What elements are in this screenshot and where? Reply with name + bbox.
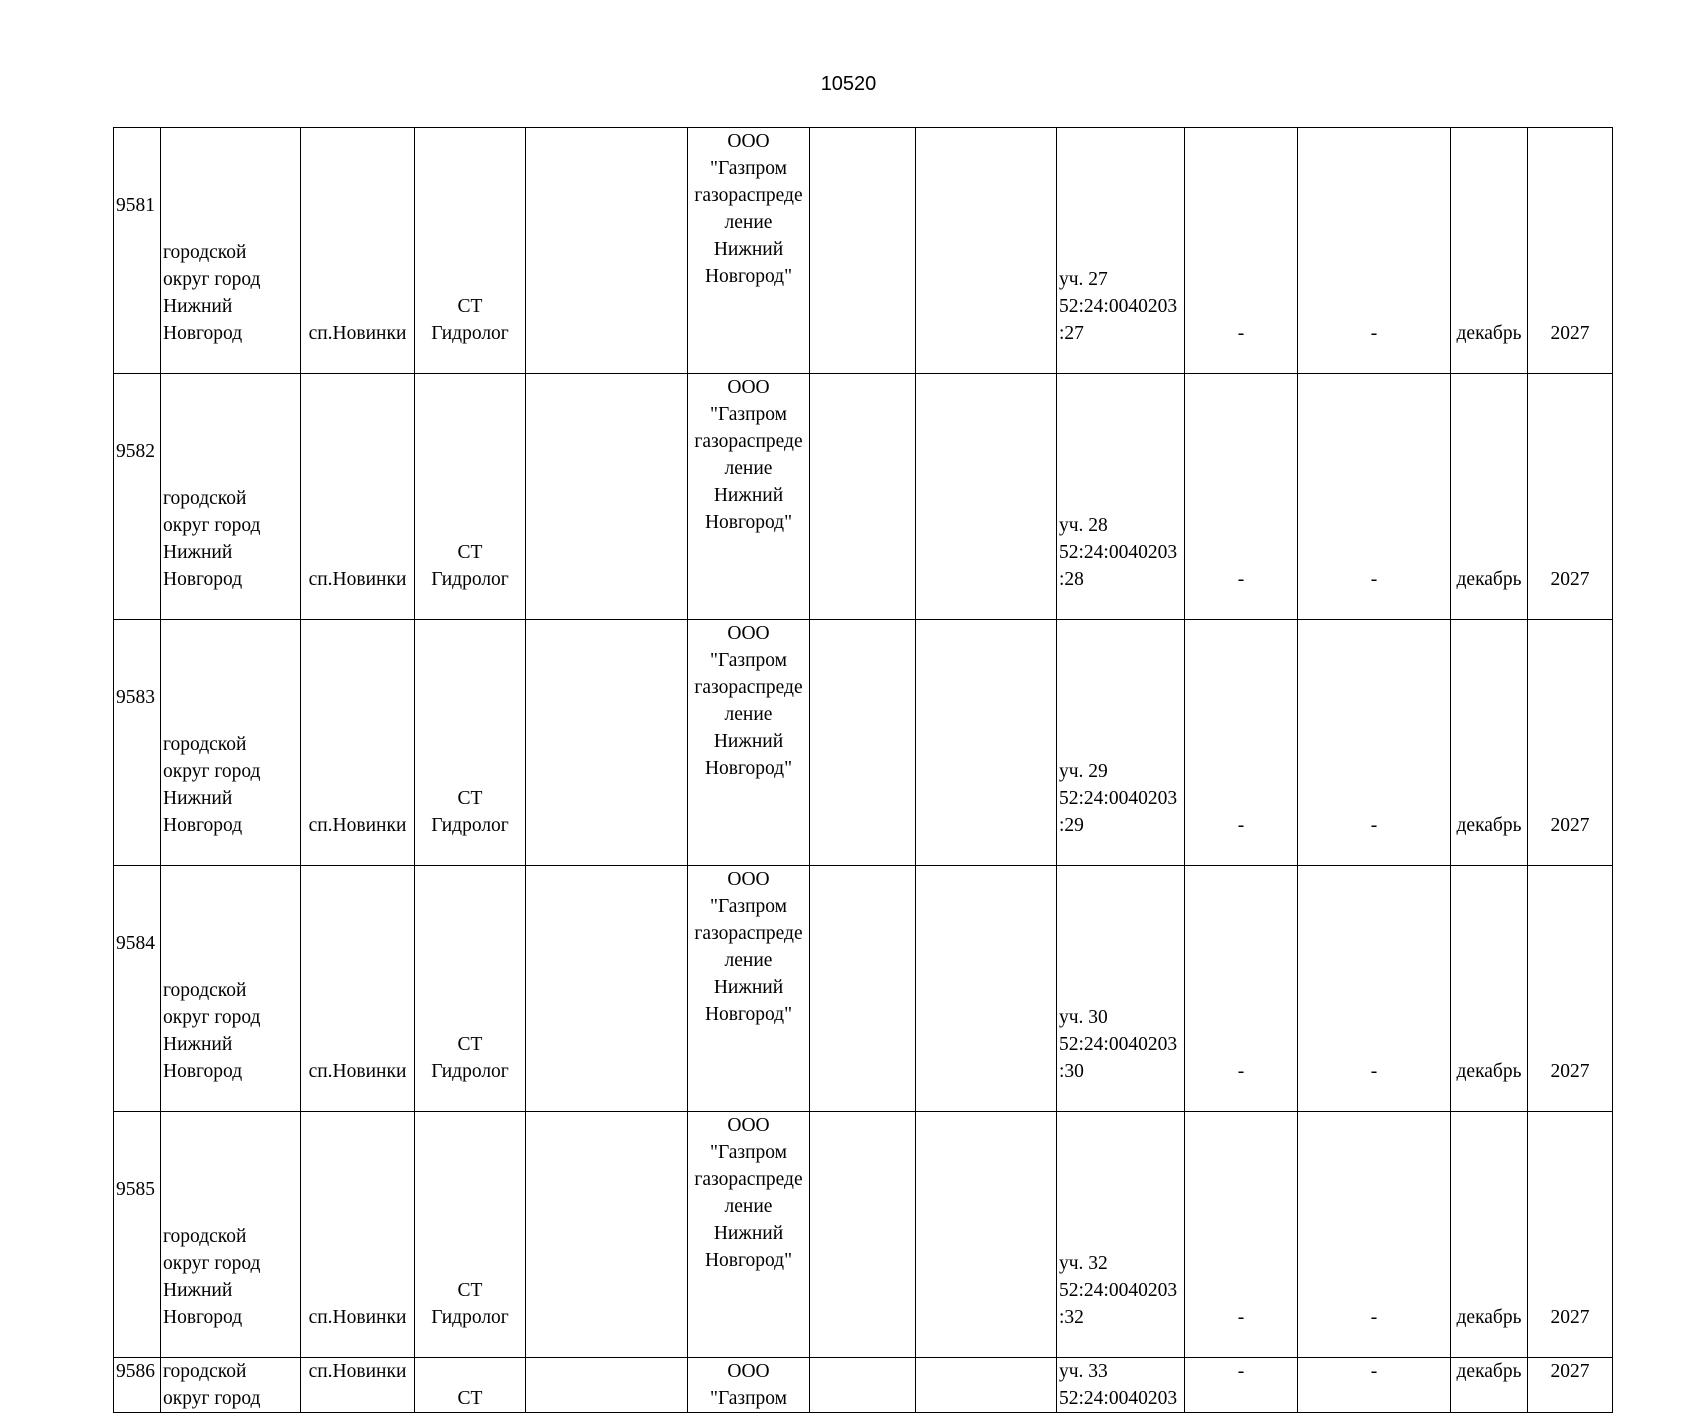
- cell-settlement: сп.Новинки: [301, 374, 415, 620]
- cell-district: [161, 374, 301, 620]
- cell-year: 2027: [1528, 1112, 1613, 1358]
- cell-organization-line: Нижний: [713, 485, 784, 506]
- cell-organization-line: ООО: [727, 623, 770, 644]
- cell-organization-line: Нижний: [713, 977, 784, 998]
- cell-empty: [810, 866, 916, 1112]
- cell-object-line: СТ: [457, 296, 483, 317]
- cell-empty: [916, 620, 1057, 866]
- cell-organization-line: Новгород": [704, 512, 793, 533]
- cell-settlement: сп.Новинки: [301, 128, 415, 374]
- cell-organization-line: Нижний: [713, 1223, 784, 1244]
- cell-organization-line: "Газпром: [709, 1142, 787, 1163]
- cell-empty: [916, 128, 1057, 374]
- cell-district-line: Нижний: [163, 1280, 233, 1301]
- table-row: [114, 1358, 1613, 1413]
- cell-district-line: городской: [163, 242, 247, 263]
- cell-cadastral: [1057, 128, 1185, 374]
- cell-organization: [688, 866, 810, 1112]
- table-row: [114, 866, 1613, 1112]
- cell-number: 9585: [114, 1112, 161, 1358]
- cell-settlement: сп.Новинки: [301, 1358, 415, 1413]
- cell-object-line: Гидролог: [431, 1307, 509, 1328]
- cell-organization-line: "Газпром: [709, 158, 787, 179]
- cell-district-line: Новгород: [163, 569, 243, 590]
- cell-settlement: сп.Новинки: [301, 620, 415, 866]
- cell-object: [415, 620, 526, 866]
- cell-organization-line: газораспреде: [694, 185, 803, 206]
- cell-year: 2027: [1528, 866, 1613, 1112]
- cell-dash: -: [1185, 374, 1298, 620]
- cell-empty: [526, 866, 688, 1112]
- cell-district-line: Новгород: [163, 815, 243, 836]
- cell-settlement: сп.Новинки: [301, 866, 415, 1112]
- cell-empty: [526, 1112, 688, 1358]
- table-row: [114, 128, 1613, 374]
- cell-year: 2027: [1528, 1358, 1613, 1413]
- cell-district-line: городской: [163, 1226, 247, 1247]
- cell-organization-line: газораспреде: [694, 1169, 803, 1190]
- cell-cadastral-line: 52:24:0040203: [1059, 788, 1178, 809]
- cell-district-line: городской: [163, 488, 247, 509]
- cell-object: [415, 1358, 526, 1413]
- cell-organization-line: "Газпром: [709, 896, 787, 917]
- cell-district: [161, 1358, 301, 1413]
- cell-object: [415, 1112, 526, 1358]
- cell-organization-line: Новгород": [704, 1250, 793, 1271]
- table-row: [114, 1112, 1613, 1358]
- cell-dash: -: [1298, 1358, 1451, 1413]
- cell-organization-line: Новгород": [704, 266, 793, 287]
- cell-district-line: Новгород: [163, 323, 243, 344]
- registry-table: [113, 127, 1613, 1413]
- cell-organization-line: Новгород": [704, 758, 793, 779]
- cell-organization-line: ление: [724, 1196, 773, 1217]
- cell-district-line: округ город: [163, 269, 261, 290]
- cell-dash: -: [1185, 128, 1298, 374]
- table-body: [114, 128, 1613, 1413]
- cell-dash: -: [1185, 866, 1298, 1112]
- cell-cadastral-line: :29: [1059, 815, 1084, 836]
- cell-district-line: городской: [163, 980, 247, 1001]
- page-number: 10520: [820, 73, 877, 95]
- cell-object-line: СТ: [457, 542, 483, 563]
- cell-month: декабрь: [1451, 1112, 1528, 1358]
- cell-cadastral-line: 52:24:0040203: [1059, 296, 1178, 317]
- cell-cadastral-line: 52:24:0040203: [1059, 1280, 1178, 1301]
- cell-dash: -: [1298, 866, 1451, 1112]
- cell-cadastral-line: уч. 28: [1059, 515, 1108, 536]
- cell-month: декабрь: [1451, 374, 1528, 620]
- cell-cadastral-line: 52:24:0040203: [1059, 542, 1178, 563]
- cell-object-line: СТ: [457, 788, 483, 809]
- cell-dash: -: [1185, 620, 1298, 866]
- cell-cadastral-line: уч. 32: [1059, 1253, 1108, 1274]
- cell-cadastral-line: уч. 29: [1059, 761, 1108, 782]
- cell-district-line: Нижний: [163, 788, 233, 809]
- cell-year: 2027: [1528, 374, 1613, 620]
- cell-district-line: Нижний: [163, 542, 233, 563]
- cell-organization: [688, 1112, 810, 1358]
- cell-dash: -: [1298, 620, 1451, 866]
- cell-empty: [526, 128, 688, 374]
- cell-empty: [916, 1112, 1057, 1358]
- cell-organization-line: ление: [724, 458, 773, 479]
- cell-organization-line: газораспреде: [694, 431, 803, 452]
- cell-district: [161, 620, 301, 866]
- cell-year: 2027: [1528, 620, 1613, 866]
- cell-settlement: сп.Новинки: [301, 1112, 415, 1358]
- cell-empty: [810, 1358, 916, 1413]
- cell-organization-line: ООО: [727, 869, 770, 890]
- cell-cadastral: [1057, 866, 1185, 1112]
- cell-dash: -: [1298, 1112, 1451, 1358]
- cell-organization-line: ление: [724, 704, 773, 725]
- cell-dash: -: [1185, 1358, 1298, 1413]
- cell-organization-line: Нижний: [713, 731, 784, 752]
- cell-organization-line: ление: [724, 212, 773, 233]
- cell-organization-line: Нижний: [713, 239, 784, 260]
- cell-organization: [688, 1358, 810, 1413]
- cell-empty: [526, 374, 688, 620]
- cell-organization-line: ООО: [727, 377, 770, 398]
- cell-organization-line: ление: [724, 950, 773, 971]
- cell-cadastral: [1057, 620, 1185, 866]
- cell-object-line: СТ: [457, 1034, 483, 1055]
- cell-cadastral-line: 52:24:0040203: [1059, 1388, 1178, 1409]
- cell-district: [161, 128, 301, 374]
- cell-district-line: городской: [163, 1361, 247, 1382]
- cell-month: декабрь: [1451, 620, 1528, 866]
- cell-cadastral-line: 52:24:0040203: [1059, 1034, 1178, 1055]
- cell-object-line: Гидролог: [431, 815, 509, 836]
- cell-organization-line: "Газпром: [709, 1388, 787, 1409]
- cell-object-line: Гидролог: [431, 569, 509, 590]
- cell-object-line: СТ: [457, 1388, 483, 1409]
- cell-cadastral: [1057, 1112, 1185, 1358]
- cell-organization: [688, 620, 810, 866]
- cell-district: [161, 1112, 301, 1358]
- cell-organization-line: Новгород": [704, 1004, 793, 1025]
- cell-number: 9581: [114, 128, 161, 374]
- cell-month: декабрь: [1451, 128, 1528, 374]
- cell-cadastral-line: уч. 27: [1059, 269, 1108, 290]
- cell-object: [415, 866, 526, 1112]
- cell-cadastral-line: уч. 30: [1059, 1007, 1108, 1028]
- cell-empty: [916, 1358, 1057, 1413]
- cell-empty: [810, 620, 916, 866]
- cell-cadastral-line: уч. 33: [1059, 1361, 1108, 1382]
- cell-district: [161, 866, 301, 1112]
- cell-cadastral-line: :27: [1059, 323, 1084, 344]
- cell-cadastral-line: :32: [1059, 1307, 1084, 1328]
- cell-district-line: округ город: [163, 1253, 261, 1274]
- cell-empty: [810, 128, 916, 374]
- cell-organization-line: ООО: [727, 1361, 770, 1382]
- cell-empty: [526, 1358, 688, 1413]
- cell-empty: [916, 374, 1057, 620]
- cell-object-line: Гидролог: [431, 1061, 509, 1082]
- cell-organization: [688, 128, 810, 374]
- table-row: [114, 374, 1613, 620]
- cell-number: 9583: [114, 620, 161, 866]
- cell-number: 9582: [114, 374, 161, 620]
- cell-empty: [916, 866, 1057, 1112]
- cell-district-line: Нижний: [163, 1034, 233, 1055]
- cell-district-line: Новгород: [163, 1307, 243, 1328]
- cell-dash: -: [1298, 374, 1451, 620]
- cell-object-line: [417, 1358, 523, 1385]
- cell-cadastral: [1057, 1358, 1185, 1413]
- cell-number: 9586: [114, 1358, 161, 1413]
- cell-organization-line: газораспреде: [694, 923, 803, 944]
- cell-district-line: округ город: [163, 1388, 261, 1409]
- cell-district-line: округ город: [163, 1007, 261, 1028]
- cell-organization-line: ООО: [727, 131, 770, 152]
- cell-cadastral-line: :30: [1059, 1061, 1084, 1082]
- cell-organization: [688, 374, 810, 620]
- cell-object-line: СТ: [457, 1280, 483, 1301]
- cell-object: [415, 374, 526, 620]
- cell-cadastral-line: :28: [1059, 569, 1084, 590]
- cell-empty: [810, 1112, 916, 1358]
- cell-organization-line: ООО: [727, 1115, 770, 1136]
- cell-organization-line: "Газпром: [709, 404, 787, 425]
- cell-number: 9584: [114, 866, 161, 1112]
- cell-district-line: Новгород: [163, 1061, 243, 1082]
- cell-year: 2027: [1528, 128, 1613, 374]
- cell-cadastral: [1057, 374, 1185, 620]
- table-row: [114, 620, 1613, 866]
- cell-object: [415, 128, 526, 374]
- cell-dash: -: [1298, 128, 1451, 374]
- cell-organization-line: газораспреде: [694, 677, 803, 698]
- cell-organization-line: "Газпром: [709, 650, 787, 671]
- cell-empty: [810, 374, 916, 620]
- cell-dash: -: [1185, 1112, 1298, 1358]
- cell-district-line: городской: [163, 734, 247, 755]
- cell-district-line: Нижний: [163, 296, 233, 317]
- cell-month: декабрь: [1451, 1358, 1528, 1413]
- cell-empty: [526, 620, 688, 866]
- cell-district-line: округ город: [163, 515, 261, 536]
- cell-district-line: округ город: [163, 761, 261, 782]
- cell-object-line: Гидролог: [431, 323, 509, 344]
- cell-month: декабрь: [1451, 866, 1528, 1112]
